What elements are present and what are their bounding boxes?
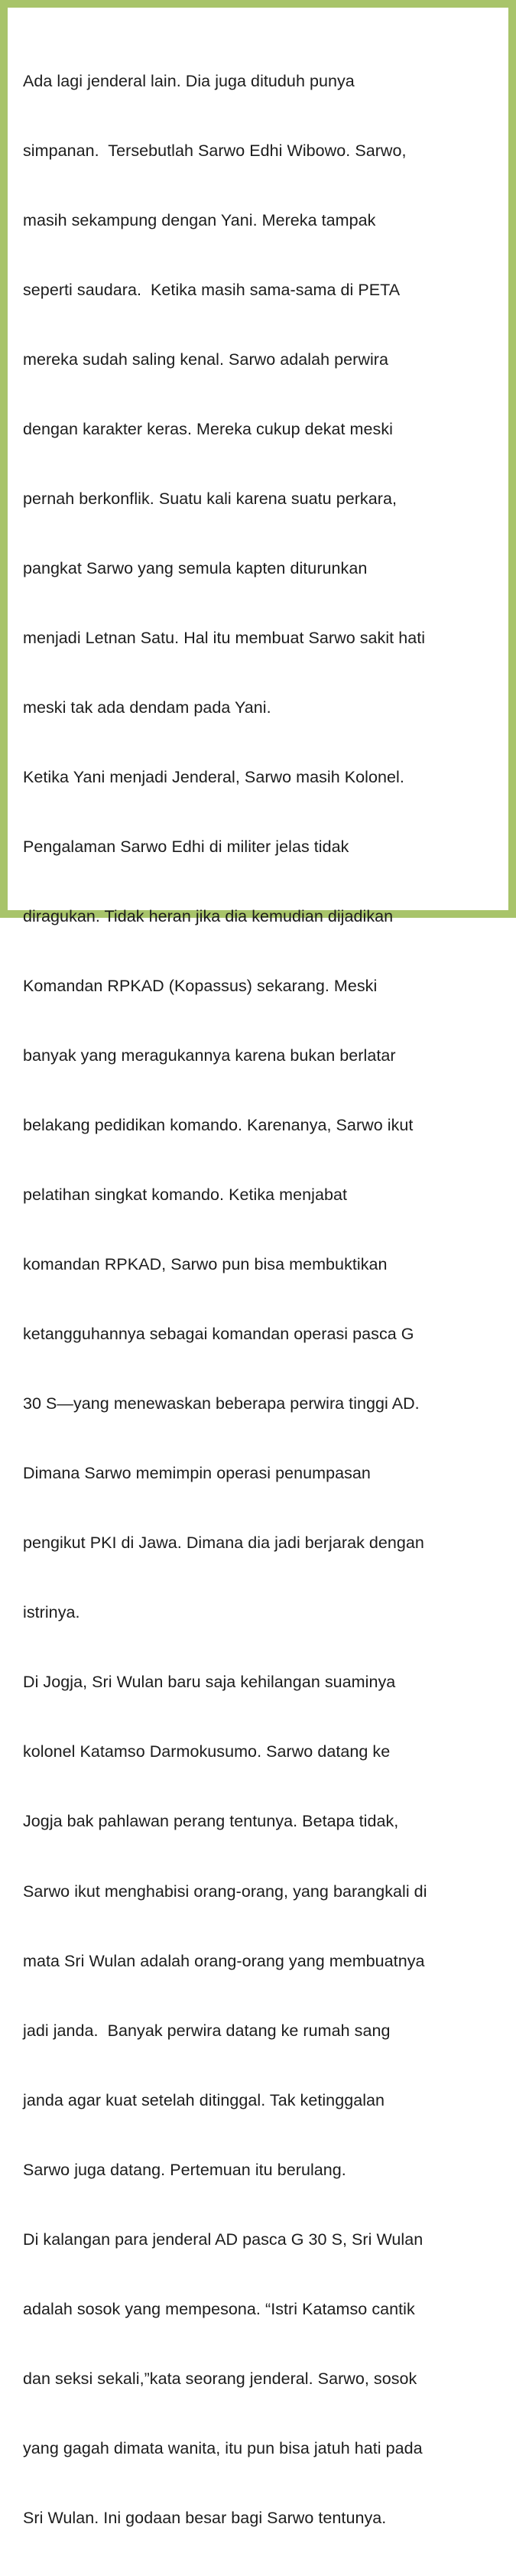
text-line: simpanan. Tersebutlah Sarwo Edhi Wibowo. Sarwo, xyxy=(23,141,407,160)
text-line: menjadi Letnan Satu. Hal itu membuat Sarwo sakit hati xyxy=(23,628,426,647)
text-line: Di kalangan para jenderal AD pasca G 30 S, Sri Wulan xyxy=(23,2230,424,2249)
text-line: pelatihan singkat komando. Ketika menjabat xyxy=(23,1186,348,1205)
text-line: Sarwo juga datang. Pertemuan itu berulang. xyxy=(23,2160,346,2179)
text-line: yang gagah dimata wanita, itu pun bisa jatuh hati pada xyxy=(23,2438,423,2457)
text-line: jadi janda. Banyak perwira datang ke rumah sang xyxy=(23,2021,391,2040)
text-line: Ketika Yani menjadi Jenderal, Sarwo masih Kolonel. xyxy=(23,768,404,786)
text-line: masih sekampung dengan Yani. Mereka tampak xyxy=(23,210,376,229)
text-line: Jogja bak pahlawan perang tentunya. Betapa tidak, xyxy=(23,1812,399,1831)
text-line: komandan RPKAD, Sarwo pun bisa membuktikan xyxy=(23,1255,388,1274)
text-line: adalah sosok yang mempesona. “Istri Katamso cantik xyxy=(23,2299,415,2318)
text-line: 30 S—yang menewaskan beberapa perwira tinggi AD. xyxy=(23,1394,420,1413)
text-line: Dimana Sarwo memimpin operasi penumpasan xyxy=(23,1464,371,1483)
text-line: Ada lagi jenderal lain. Dia juga dituduh punya xyxy=(23,71,355,90)
text-line: pengikut PKI di Jawa. Dimana dia jadi berjarak dengan xyxy=(23,1534,424,1553)
text-line: Pengalaman Sarwo Edhi di militer jelas tidak xyxy=(23,838,349,857)
text-line: mereka sudah saling kenal. Sarwo adalah perwira xyxy=(23,350,389,369)
text-line: janda agar kuat setelah ditinggal. Tak ketinggalan xyxy=(23,2090,385,2109)
text-line: pangkat Sarwo yang semula kapten diturunkan xyxy=(23,558,368,577)
text-line: seperti saudara. Ketika masih sama-sama di PETA xyxy=(23,280,401,299)
text-line: banyak yang meragukannya karena bukan berlatar xyxy=(23,1046,396,1065)
text-line: Sarwo ikut menghabisi orang-orang, yang barangkali di xyxy=(23,1882,427,1901)
text-line: dan seksi sekali,”kata seorang jenderal. Sarwo, sosok xyxy=(23,2369,417,2388)
text-line: dengan karakter keras. Mereka cukup dekat meski xyxy=(23,419,393,438)
document-body-text xyxy=(23,23,516,2576)
text-line: istrinya. xyxy=(23,1603,80,1622)
text-line: belakang pedidikan komando. Karenanya, Sarwo ikut xyxy=(23,1116,414,1135)
text-line: Di Jogja, Sri Wulan baru saja kehilangan suaminya xyxy=(23,1673,396,1692)
text-line: pernah berkonflik. Suatu kali karena suatu perkara, xyxy=(23,489,397,508)
text-line: Komandan RPKAD (Kopassus) sekarang. Meski xyxy=(23,977,378,996)
text-line: Sri Wulan. Ini godaan besar bagi Sarwo tentunya. xyxy=(23,2508,387,2527)
text-line: meski tak ada dendam pada Yani. xyxy=(23,698,271,717)
text-line: ketangguhannya sebagai komandan operasi pasca G xyxy=(23,1325,414,1344)
text-line: kolonel Katamso Darmokusumo. Sarwo datang ke xyxy=(23,1742,391,1761)
text-line: mata Sri Wulan adalah orang-orang yang membuatnya xyxy=(23,1951,425,1970)
text-line: diragukan. Tidak heran jika dia kemudian dijadikan xyxy=(23,907,394,926)
